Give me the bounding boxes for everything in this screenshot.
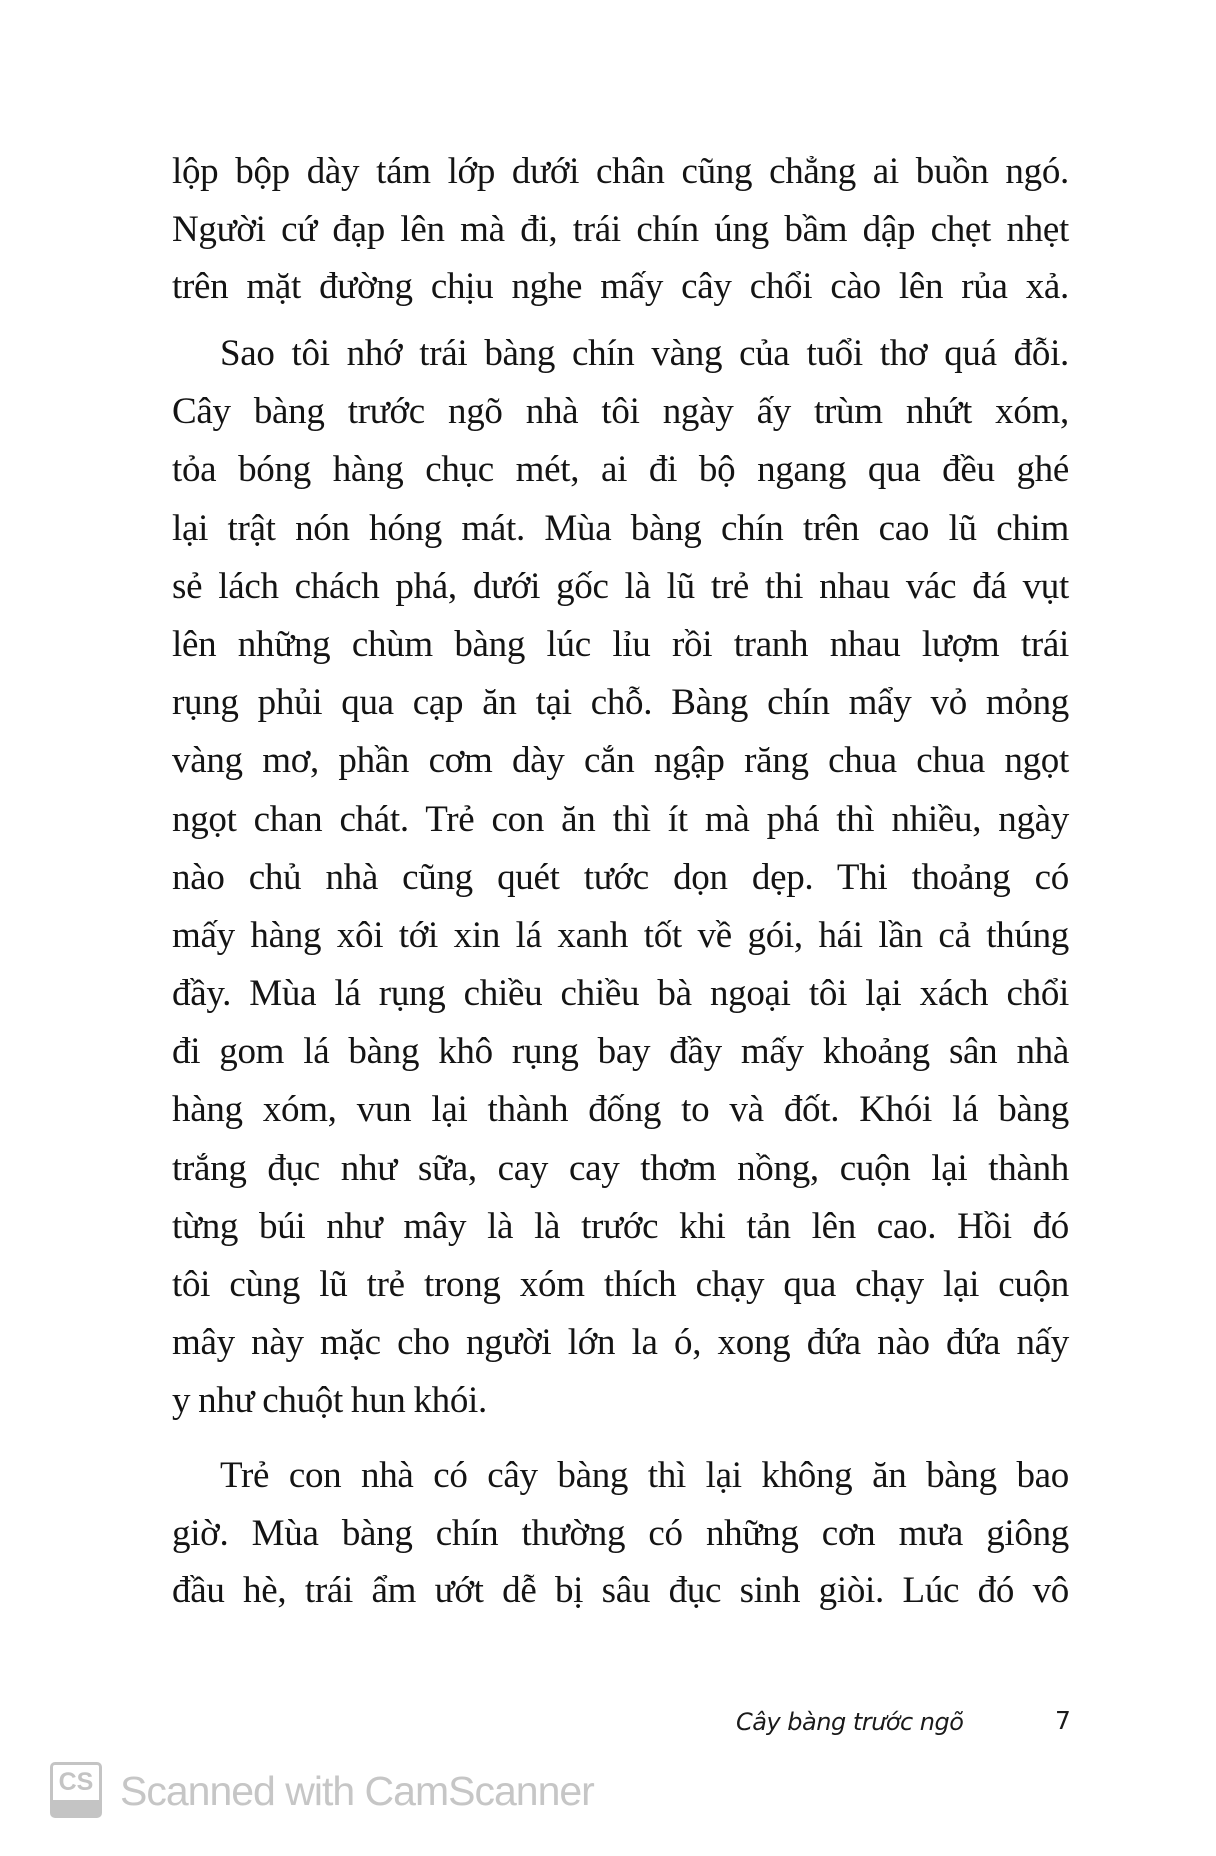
text-line: lại trật nón hóng mát. Mùa bàng chín trên cao lũ chim [172, 507, 1069, 549]
text-line: mây này mặc cho người lớn la ó, xong đứa nào đứa nấy [172, 1322, 1069, 1364]
paragraph-2 [172, 325, 1069, 1431]
text-line: Cây bàng trước ngõ nhà tôi ngày ấy trùm nhứt xóm, [172, 391, 1069, 433]
text-line: rụng phủi qua cạp ăn tại chỗ. Bàng chín mẩy vỏ mỏng [172, 682, 1069, 724]
text-line: lên những chùm bàng lúc lỉu rồi tranh nhau lượm trái [172, 623, 1069, 665]
text-line: mấy hàng xôi tới xin lá xanh tốt về gói, hái lần cả thúng [172, 914, 1069, 956]
paragraph-1 [172, 143, 1069, 316]
text-line: tôi cùng lũ trẻ trong xóm thích chạy qua chạy lại cuộn [172, 1264, 1069, 1305]
text-line: tỏa bóng hàng chục mét, ai đi bộ ngang qua đều ghé [172, 449, 1069, 491]
camscanner-logo-icon: CS [50, 1762, 102, 1818]
text-line: Trẻ con nhà có cây bàng thì lại không ăn bàng bao [220, 1455, 1069, 1496]
text-line: Sao tôi nhớ trái bàng chín vàng của tuổi thơ quá đỗi. [220, 333, 1069, 374]
text-line: đầu hè, trái ẩm ướt dễ bị sâu đục sinh giòi. Lúc đó vô [172, 1570, 1069, 1611]
camscanner-watermark: Scanned with CamScanner [120, 1768, 594, 1814]
text-line: ngọt chan chát. Trẻ con ăn thì ít mà phá thì nhiều, ngày [172, 798, 1069, 840]
paragraph-3 [172, 1447, 1069, 1620]
text-line: Người cứ đạp lên mà đi, trái chín úng bầm dập chẹt nhẹt [172, 208, 1069, 250]
text-line: nào chủ nhà cũng quét tước dọn dẹp. Thi thoảng có [172, 856, 1069, 898]
text-line: y như chuột hun khói. [172, 1380, 487, 1422]
text-line: lộp bộp dày tám lớp dưới chân cũng chẳng ai buồn ngó. [172, 151, 1069, 192]
page-number: 7 [1055, 1706, 1071, 1735]
text-line: đi gom lá bàng khô rụng bay đầy mấy khoảng sân nhà [172, 1031, 1069, 1073]
text-line: từng búi như mây là là trước khi tản lên cao. Hồi đó [172, 1205, 1069, 1247]
text-line: hàng xóm, vun lại thành đống to và đốt. Khói lá bàng [172, 1089, 1069, 1131]
text-line: trên mặt đường chịu nghe mấy cây chổi cào lên rủa xả. [172, 266, 1069, 307]
text-line: sẻ lách chách phá, dưới gốc là lũ trẻ thi nhau vác đá vụt [172, 565, 1069, 607]
text-line: đầy. Mùa lá rụng chiều chiều bà ngoại tôi lại xách chổi [172, 973, 1069, 1015]
running-title: Cây bàng trước ngõ [736, 1708, 964, 1736]
text-line: trắng đục như sữa, cay cay thơm nồng, cuộn lại thành [172, 1147, 1069, 1189]
text-line: vàng mơ, phần cơm dày cắn ngập răng chua chua ngọt [172, 740, 1069, 782]
text-line: giờ. Mùa bàng chín thường có những cơn mưa giông [172, 1512, 1069, 1554]
